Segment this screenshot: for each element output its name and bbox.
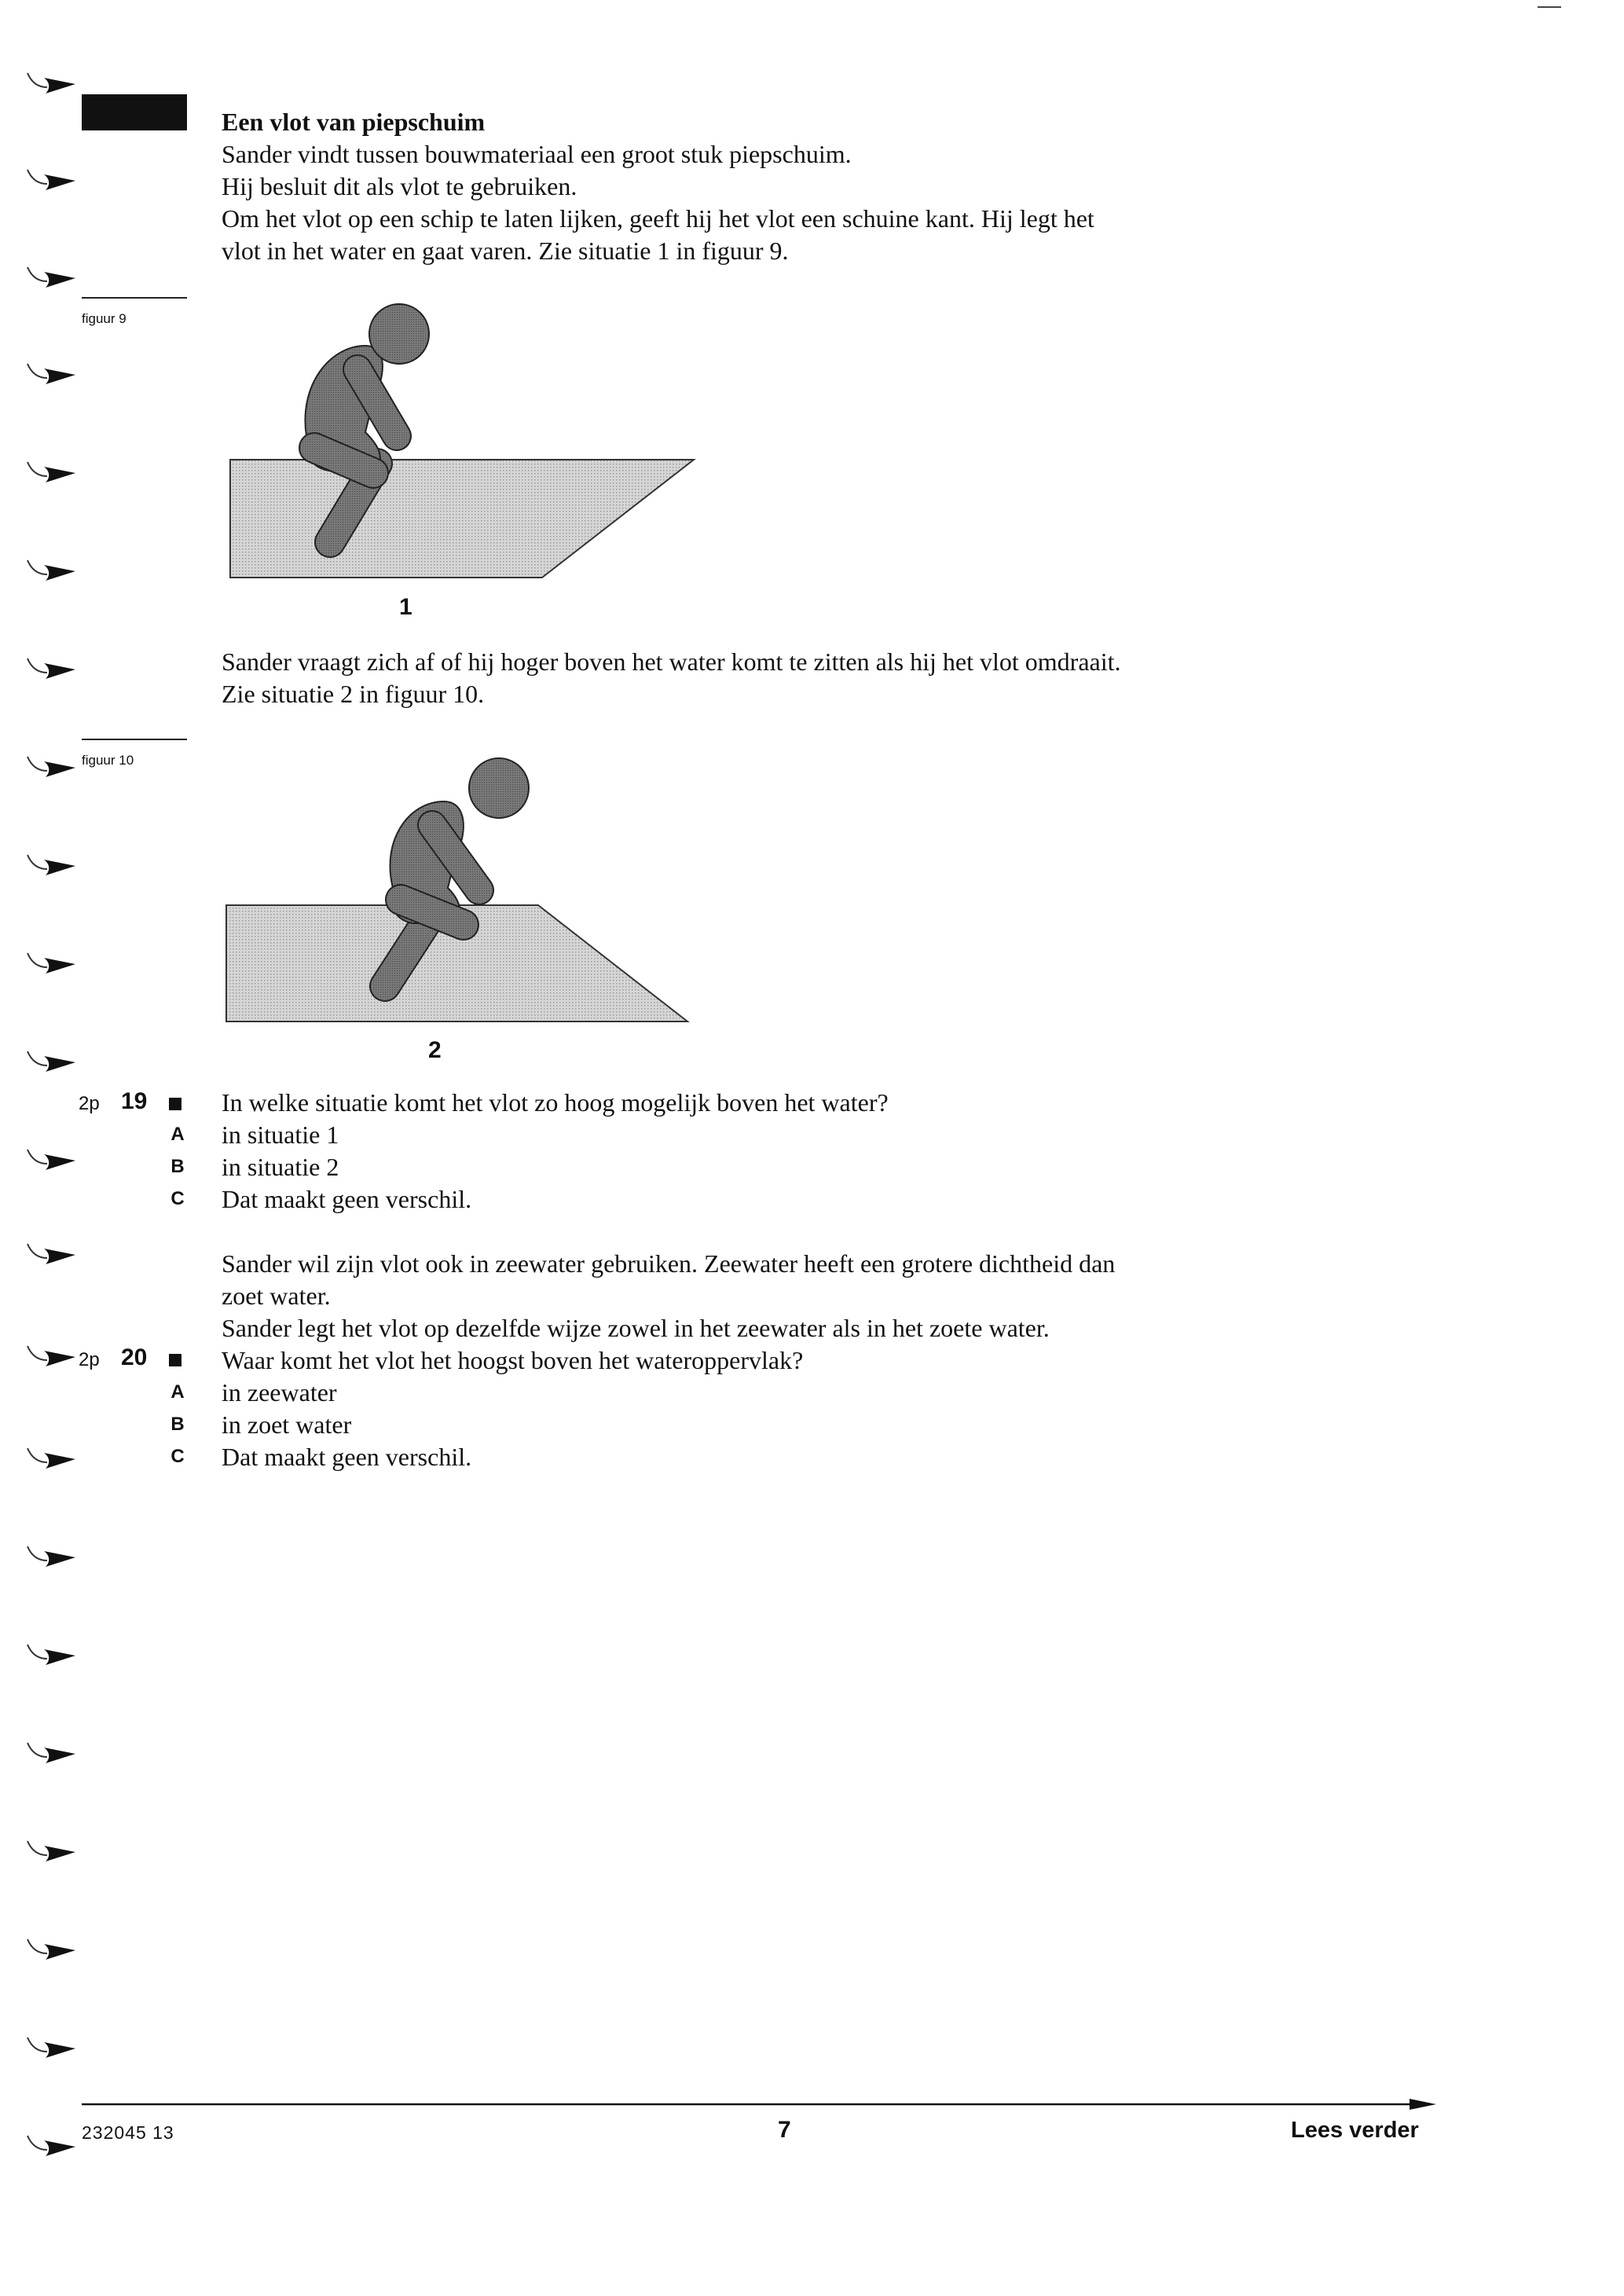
binding-mark bbox=[24, 1540, 79, 1572]
intro-line: Hij besluit dit als vlot te gebruiken. bbox=[222, 172, 577, 200]
question-points: 2p bbox=[79, 1349, 100, 1370]
question-block-marker bbox=[82, 94, 187, 130]
option-letter: B bbox=[170, 1414, 185, 1435]
binding-mark bbox=[24, 163, 79, 195]
binding-mark bbox=[24, 652, 79, 684]
figure-9-raft-illustration bbox=[220, 291, 707, 581]
question-points: 2p bbox=[79, 1093, 100, 1114]
figure-label-rule bbox=[82, 739, 187, 740]
option-text[interactable]: in situatie 1 bbox=[222, 1120, 339, 1149]
figure-caption: 2 bbox=[428, 1037, 442, 1063]
question-text: In welke situatie komt het vlot zo hoog mogelijk boven het water? bbox=[222, 1088, 889, 1117]
binding-mark bbox=[24, 456, 79, 487]
context-line: zoet water. bbox=[222, 1282, 331, 1310]
question-text: Waar komt het vlot het hoogst boven het wateroppervlak? bbox=[222, 1346, 804, 1374]
binding-mark bbox=[24, 1933, 79, 1964]
middle-line: Zie situatie 2 in figuur 10. bbox=[222, 680, 485, 708]
binding-mark bbox=[24, 358, 79, 389]
binding-mark bbox=[24, 849, 79, 880]
article-title: Een vlot van piepschuim bbox=[222, 108, 486, 136]
footer-arrow-rule bbox=[82, 2096, 1438, 2112]
intro-line: Sander vindt tussen bouwmateriaal een groot stuk piepschuim. bbox=[222, 140, 852, 168]
binding-mark bbox=[24, 1737, 79, 1768]
question-marker bbox=[169, 1354, 181, 1366]
binding-mark bbox=[24, 1143, 79, 1175]
corner-mark bbox=[1538, 6, 1561, 8]
binding-mark bbox=[24, 1638, 79, 1670]
option-letter: C bbox=[170, 1446, 185, 1467]
context-line: Sander legt het vlot op dezelfde wijze zowel in het zeewater als in het zoete water. bbox=[222, 1314, 1050, 1342]
binding-mark bbox=[24, 261, 79, 292]
raft bbox=[230, 460, 694, 578]
binding-mark bbox=[24, 947, 79, 978]
option-letter: C bbox=[170, 1188, 185, 1209]
footer-code: 232045 13 bbox=[82, 2122, 174, 2143]
figure-label: figuur 9 bbox=[82, 311, 126, 326]
option-text[interactable]: in situatie 2 bbox=[222, 1153, 339, 1181]
option-letter: B bbox=[170, 1156, 185, 1177]
figure-label-rule bbox=[82, 297, 187, 299]
option-text[interactable]: in zoet water bbox=[222, 1410, 352, 1439]
option-text[interactable]: Dat maakt geen verschil. bbox=[222, 1443, 472, 1471]
context-line: Sander wil zijn vlot ook in zeewater gebruiken. Zeewater heeft een grotere dichtheid dan bbox=[222, 1249, 1116, 1278]
binding-mark bbox=[24, 750, 79, 782]
option-text[interactable]: in zeewater bbox=[222, 1378, 337, 1407]
intro-line: vlot in het water en gaat varen. Zie situatie 1 in figuur 9. bbox=[222, 237, 789, 265]
continue-label: Lees verder bbox=[1291, 2118, 1419, 2143]
binding-mark bbox=[24, 1238, 79, 1269]
binding-mark bbox=[24, 2031, 79, 2063]
question-number: 20 bbox=[121, 1344, 148, 1370]
binding-mark bbox=[24, 554, 79, 585]
option-text[interactable]: Dat maakt geen verschil. bbox=[222, 1185, 472, 1213]
intro-line: Om het vlot op een schip te laten lijken, geeft hij het vlot een schuine kant. Hij legt het bbox=[222, 204, 1094, 233]
binding-mark bbox=[24, 1045, 79, 1076]
middle-line: Sander vraagt zich af of hij hoger boven het water komt te zitten als hij het vlot omdraait. bbox=[222, 647, 1121, 676]
binding-mark bbox=[24, 2129, 79, 2161]
figure-label: figuur 10 bbox=[82, 753, 134, 768]
figure-caption: 1 bbox=[399, 594, 412, 620]
binding-mark bbox=[24, 1442, 79, 1473]
option-letter: A bbox=[170, 1124, 185, 1145]
figure-10-raft-illustration bbox=[220, 735, 707, 1025]
option-letter: A bbox=[170, 1381, 185, 1403]
question-number: 19 bbox=[121, 1088, 148, 1114]
binding-mark bbox=[24, 67, 79, 98]
binding-mark bbox=[24, 1835, 79, 1866]
page-number: 7 bbox=[778, 2117, 791, 2143]
binding-mark bbox=[24, 1340, 79, 1371]
question-marker bbox=[169, 1098, 181, 1110]
